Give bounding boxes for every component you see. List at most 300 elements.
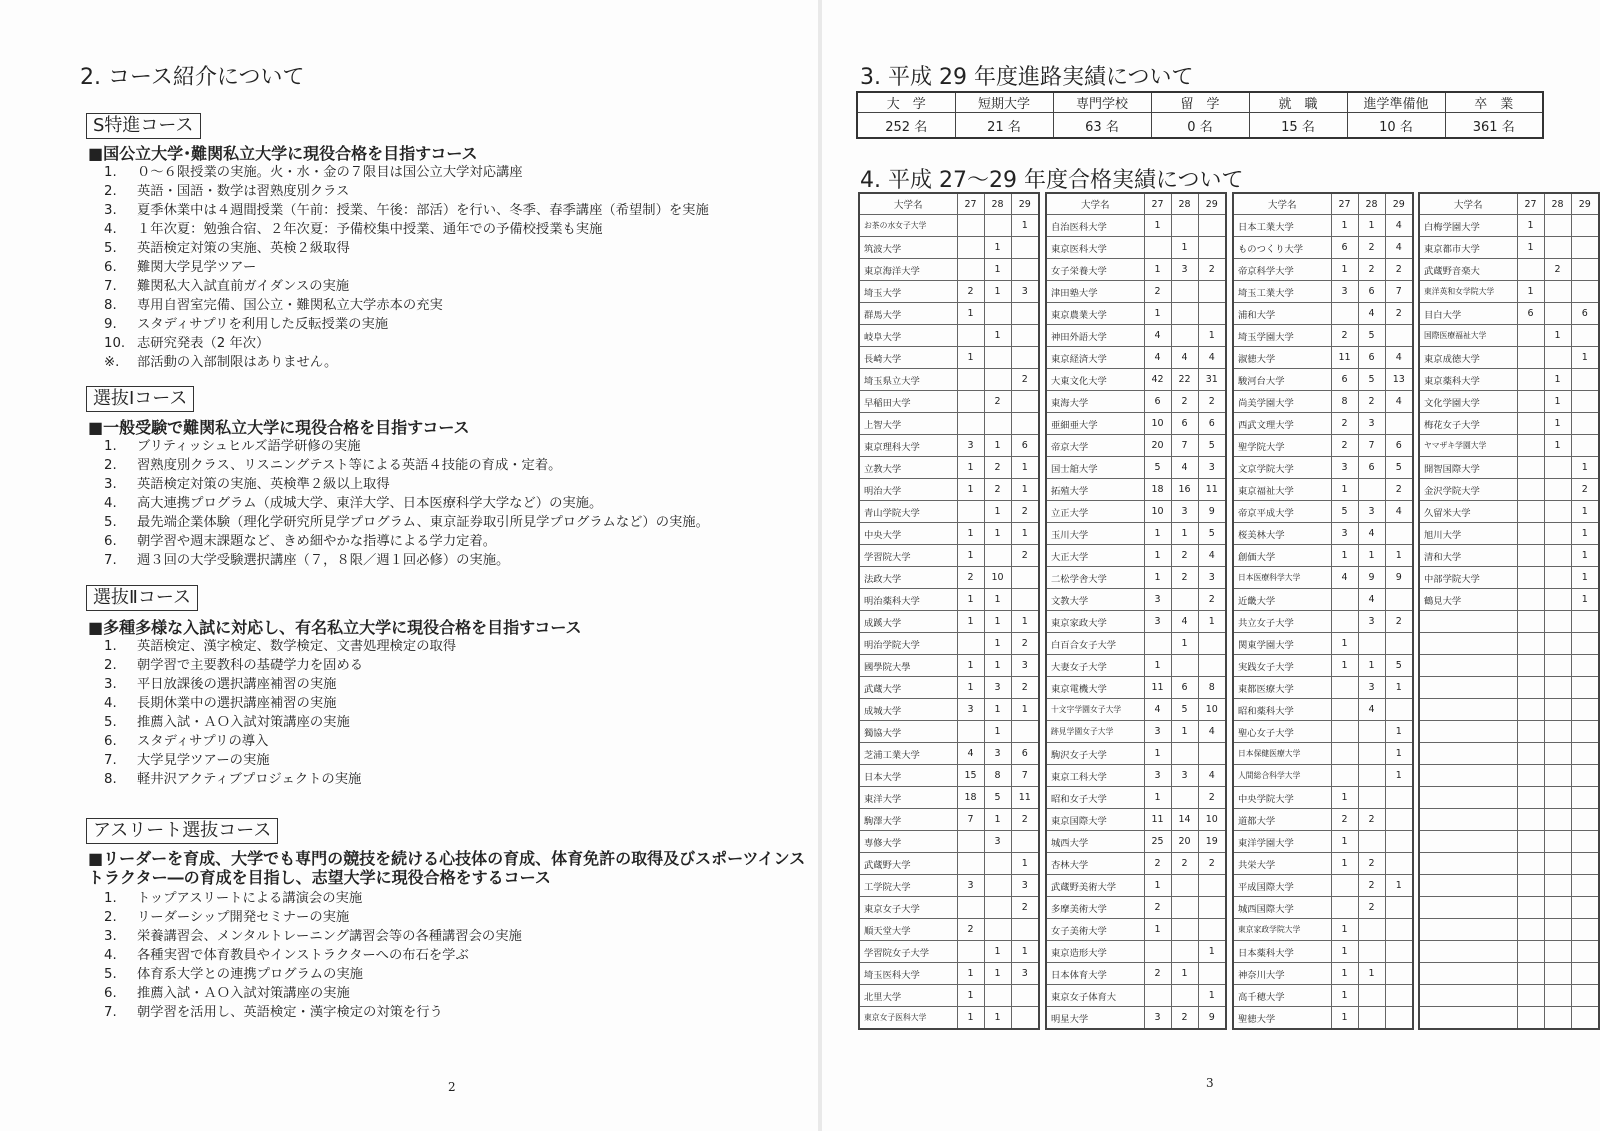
pass-count-cell: [1544, 479, 1571, 501]
pass-count-cell: [984, 875, 1011, 897]
table-row: [859, 655, 1039, 677]
university-name-cell: 中央大学: [859, 523, 957, 545]
table-row: [1233, 721, 1413, 743]
career-results-table: [856, 91, 1544, 139]
pass-count-cell: 2: [1011, 633, 1039, 655]
university-name-cell: 聖学院大学: [1233, 435, 1331, 457]
pass-count-cell: [1544, 985, 1571, 1007]
pass-count-cell: 31: [1198, 369, 1226, 391]
pass-count-cell: 1: [1144, 919, 1171, 941]
pass-count-cell: 4: [1358, 303, 1385, 325]
table-row: [1046, 567, 1226, 589]
course-item-number: 1.: [104, 439, 117, 454]
pass-count-cell: 10: [984, 567, 1011, 589]
university-name-cell: 国士舘大学: [1046, 457, 1144, 479]
pass-count-cell: 2: [1198, 787, 1226, 809]
course-item-text: 専用自習室完備、国公立・難関私立大学赤本の充実: [137, 298, 443, 313]
pass-count-cell: 11: [1144, 809, 1171, 831]
university-name-cell: 城西大学: [1046, 831, 1144, 853]
table-row: [1233, 391, 1413, 413]
pass-count-cell: 1: [1198, 941, 1226, 963]
course-item-text: スタディサプリを利用した反転授業の実施: [137, 317, 389, 332]
pass-count-cell: [957, 215, 984, 237]
pass-count-cell: 2: [1144, 897, 1171, 919]
university-name-cell: 十文字学園女子大学: [1046, 699, 1144, 721]
table-row: [1419, 919, 1599, 941]
pass-count-cell: [1544, 765, 1571, 787]
pass-table-header-cell: 27: [1144, 193, 1171, 215]
pass-count-cell: 2: [1544, 259, 1571, 281]
pass-count-cell: 3: [1171, 765, 1198, 787]
course-item-text: 高大連携プログラム（成城大学、東洋大学、日本医療科学大学など）の実施。: [137, 496, 603, 511]
course-item-text: 英語・国語・数学は習熟度別クラス: [137, 184, 350, 199]
pass-count-cell: [1544, 721, 1571, 743]
course-item-number: 7.: [104, 1005, 117, 1020]
pass-count-cell: [957, 237, 984, 259]
pass-count-cell: [1198, 919, 1226, 941]
university-name-cell: 國學院大學: [859, 655, 957, 677]
table-row: [859, 391, 1039, 413]
pass-count-cell: [1517, 655, 1544, 677]
course-items-s-tokushin: [104, 163, 709, 372]
university-name-cell: 浦和大学: [1233, 303, 1331, 325]
course-item: [104, 984, 522, 1003]
pass-count-cell: 1: [1571, 545, 1599, 567]
pass-count-cell: 2: [1011, 501, 1039, 523]
table-row: [1419, 391, 1599, 413]
university-name-cell: [1419, 743, 1517, 765]
table-row: [1046, 897, 1226, 919]
table-row: [1233, 567, 1413, 589]
pass-table-header-row: [1046, 193, 1226, 215]
pass-count-cell: 5: [1331, 501, 1358, 523]
course-item-number: 2.: [104, 658, 117, 673]
pass-table-header-cell: 29: [1385, 193, 1413, 215]
university-name-cell: 埼玉大学: [859, 281, 957, 303]
pass-count-cell: 1: [1571, 457, 1599, 479]
university-name-cell: 獨協大学: [859, 721, 957, 743]
table-row: [1419, 523, 1599, 545]
pass-count-cell: [1331, 699, 1358, 721]
pass-count-cell: [1571, 391, 1599, 413]
university-name-cell: 中央学院大学: [1233, 787, 1331, 809]
pass-count-cell: [1517, 765, 1544, 787]
table-row: [1046, 281, 1226, 303]
pass-count-cell: [1358, 1007, 1385, 1030]
pass-count-cell: [1011, 589, 1039, 611]
course-headline-senbatsu-1: ■一般受験で難関私立大学に現役合格を目指すコース: [88, 418, 470, 437]
pass-count-cell: 3: [1171, 259, 1198, 281]
course-item: [104, 163, 709, 182]
university-name-cell: 目白大学: [1419, 303, 1517, 325]
course-item-number: 5.: [104, 241, 117, 256]
university-name-cell: [1419, 655, 1517, 677]
pass-count-cell: 1: [984, 1007, 1011, 1030]
pass-table-header-cell: 27: [1331, 193, 1358, 215]
course-item-text: 難関大学見学ツアー: [137, 260, 257, 275]
course-item-text: リーダーシップ開発セミナーの実施: [137, 910, 350, 925]
table-row: [1419, 589, 1599, 611]
pass-count-cell: 1: [1544, 369, 1571, 391]
course-item-text: 推薦入試・ＡＯ入試対策講座の実施: [137, 715, 350, 730]
pass-count-cell: [1011, 831, 1039, 853]
table-row: [859, 567, 1039, 589]
course-item-number: 3.: [104, 477, 117, 492]
pass-count-cell: 1: [957, 303, 984, 325]
university-name-cell: [1419, 721, 1517, 743]
table-row: [1046, 369, 1226, 391]
university-name-cell: 共栄大学: [1233, 853, 1331, 875]
pass-count-cell: [1544, 457, 1571, 479]
pass-count-cell: 9: [1385, 567, 1413, 589]
table-row: [1046, 919, 1226, 941]
pass-count-cell: 1: [984, 633, 1011, 655]
pass-count-cell: 1: [957, 611, 984, 633]
table-row: [859, 831, 1039, 853]
pass-count-cell: [1385, 633, 1413, 655]
university-name-cell: 鶴見大学: [1419, 589, 1517, 611]
course-item-text: 英語検定対策の実施、英検２級取得: [137, 241, 350, 256]
career-header-cell: 短期大学: [955, 92, 1053, 113]
course-item-number: 8.: [104, 298, 117, 313]
course-item-number: 4.: [104, 496, 117, 511]
course-item-number: 6.: [104, 734, 117, 749]
university-name-cell: 東京農業大学: [1046, 303, 1144, 325]
pass-count-cell: 1: [984, 589, 1011, 611]
table-row: [1419, 1007, 1599, 1030]
course-item-number: 1.: [104, 891, 117, 906]
pass-count-cell: [1571, 259, 1599, 281]
university-name-cell: 東京女子医科大学: [859, 1007, 957, 1030]
pass-count-cell: 9: [1358, 567, 1385, 589]
pass-count-cell: [1571, 215, 1599, 237]
table-row: [1233, 809, 1413, 831]
pass-count-cell: [957, 369, 984, 391]
pass-count-cell: 6: [1011, 435, 1039, 457]
table-row: [1233, 523, 1413, 545]
university-name-cell: 女子美術大学: [1046, 919, 1144, 941]
pass-count-cell: 1: [1517, 281, 1544, 303]
pass-count-cell: [957, 721, 984, 743]
university-name-cell: 群馬大学: [859, 303, 957, 325]
university-name-cell: 学習院女子大学: [859, 941, 957, 963]
pass-count-cell: [1198, 743, 1226, 765]
career-header-cell: 大 学: [857, 92, 955, 113]
course-item-number: 6.: [104, 534, 117, 549]
course-item-number: 9.: [104, 317, 117, 332]
university-name-cell: ものつくり大学: [1233, 237, 1331, 259]
pass-count-cell: [1544, 545, 1571, 567]
pass-count-cell: 2: [1331, 325, 1358, 347]
pass-count-cell: 4: [1198, 765, 1226, 787]
pass-count-cell: 11: [1011, 787, 1039, 809]
pass-count-cell: 1: [1331, 963, 1358, 985]
table-row: [1046, 347, 1226, 369]
pass-count-cell: [1517, 677, 1544, 699]
pass-count-cell: [1571, 743, 1599, 765]
pass-count-cell: 4: [1385, 215, 1413, 237]
university-name-cell: 東京家政学院大学: [1233, 919, 1331, 941]
pass-count-cell: 1: [984, 237, 1011, 259]
pass-count-cell: [984, 985, 1011, 1007]
table-row: [1046, 457, 1226, 479]
university-name-cell: 旭川大学: [1419, 523, 1517, 545]
table-row: [1233, 787, 1413, 809]
table-row: [1233, 479, 1413, 501]
course-item-text: 大学見学ツアーの実施: [137, 753, 270, 768]
pass-count-cell: [1571, 941, 1599, 963]
pass-count-cell: [957, 831, 984, 853]
pass-count-cell: 9: [1198, 501, 1226, 523]
pass-count-cell: [1171, 919, 1198, 941]
pass-count-cell: [1544, 897, 1571, 919]
university-name-cell: 東京工科大学: [1046, 765, 1144, 787]
pass-count-cell: 8: [984, 765, 1011, 787]
pass-count-cell: [1358, 479, 1385, 501]
pass-count-cell: [1385, 699, 1413, 721]
university-name-cell: 順天堂大学: [859, 919, 957, 941]
course-item: [104, 751, 456, 770]
university-name-cell: 駒澤大学: [859, 809, 957, 831]
course-item: [104, 532, 709, 551]
table-row: [1419, 479, 1599, 501]
university-name-cell: 東京経済大学: [1046, 347, 1144, 369]
pass-count-cell: 1: [1331, 919, 1358, 941]
table-row: [1233, 655, 1413, 677]
pass-count-cell: [1517, 721, 1544, 743]
pass-count-cell: 2: [1385, 479, 1413, 501]
table-row: [1233, 963, 1413, 985]
university-name-cell: [1419, 985, 1517, 1007]
pass-count-cell: 19: [1198, 831, 1226, 853]
course-item-number: 6.: [104, 986, 117, 1001]
university-name-cell: 尚美学園大学: [1233, 391, 1331, 413]
pass-count-cell: 11: [1198, 479, 1226, 501]
pass-count-cell: [1171, 897, 1198, 919]
pass-count-cell: 3: [1171, 501, 1198, 523]
pass-count-cell: [1571, 413, 1599, 435]
pass-count-cell: 1: [1331, 787, 1358, 809]
course-item-number: 7.: [104, 753, 117, 768]
pass-count-cell: [1571, 677, 1599, 699]
pass-table-header-cell: 28: [1171, 193, 1198, 215]
university-name-cell: 埼玉医科大学: [859, 963, 957, 985]
pass-count-cell: 1: [1171, 633, 1198, 655]
pass-count-cell: 20: [1144, 435, 1171, 457]
table-row: [1233, 919, 1413, 941]
pass-table-header-cell: 27: [957, 193, 984, 215]
table-row: [859, 919, 1039, 941]
pass-count-cell: 3: [1331, 457, 1358, 479]
university-name-cell: 成蹊大学: [859, 611, 957, 633]
pass-count-cell: [1544, 853, 1571, 875]
pass-count-cell: 1: [957, 457, 984, 479]
pass-count-cell: 5: [1385, 655, 1413, 677]
table-row: [1046, 523, 1226, 545]
table-row: [1046, 391, 1226, 413]
pass-count-cell: 8: [1198, 677, 1226, 699]
pass-count-cell: 6: [1144, 391, 1171, 413]
table-row: [1233, 897, 1413, 919]
university-name-cell: 東京都市大学: [1419, 237, 1517, 259]
pass-count-cell: [984, 369, 1011, 391]
pass-count-cell: 2: [1385, 303, 1413, 325]
pass-count-cell: [957, 853, 984, 875]
pass-table-column-2: [1045, 192, 1227, 1030]
pass-count-cell: [1385, 941, 1413, 963]
table-row: [1046, 413, 1226, 435]
pass-count-cell: [1517, 875, 1544, 897]
pass-count-cell: 4: [1385, 391, 1413, 413]
university-name-cell: 法政大学: [859, 567, 957, 589]
pass-count-cell: 3: [984, 743, 1011, 765]
pass-count-cell: 3: [1358, 501, 1385, 523]
course-item-text: 推薦入試・ＡＯ入試対策講座の実施: [137, 986, 350, 1001]
pass-count-cell: [1385, 787, 1413, 809]
pass-count-cell: 1: [1544, 435, 1571, 457]
pass-count-cell: [984, 897, 1011, 919]
pass-count-cell: [1517, 523, 1544, 545]
pass-count-cell: 5: [1385, 457, 1413, 479]
pass-count-cell: [1385, 413, 1413, 435]
pass-count-cell: [1571, 963, 1599, 985]
table-row: [859, 589, 1039, 611]
pass-table-header-cell: 28: [984, 193, 1011, 215]
university-name-cell: 東京国際大学: [1046, 809, 1144, 831]
course-item-number: 4.: [104, 948, 117, 963]
pass-count-cell: [1171, 875, 1198, 897]
pass-count-cell: [1517, 985, 1544, 1007]
university-name-cell: 明治薬科大学: [859, 589, 957, 611]
course-item-text: 平日放課後の選択講座補習の実施: [137, 677, 337, 692]
university-name-cell: 清和大学: [1419, 545, 1517, 567]
university-name-cell: [1419, 677, 1517, 699]
pass-count-cell: 2: [1011, 369, 1039, 391]
pass-count-cell: 1: [1358, 215, 1385, 237]
course-item: [104, 946, 522, 965]
table-row: [1233, 325, 1413, 347]
course-item: [104, 475, 709, 494]
pass-table-column-3: [1232, 192, 1414, 1030]
pass-count-cell: 1: [1517, 237, 1544, 259]
pass-count-cell: [1517, 787, 1544, 809]
course-item: [104, 889, 522, 908]
university-name-cell: 明治大学: [859, 479, 957, 501]
pass-count-cell: [1544, 699, 1571, 721]
table-row: [859, 743, 1039, 765]
pass-count-cell: 1: [1198, 985, 1226, 1007]
table-row: [1046, 325, 1226, 347]
pass-count-cell: [1331, 875, 1358, 897]
table-row: [1233, 941, 1413, 963]
table-row: [859, 545, 1039, 567]
university-name-cell: 早稲田大学: [859, 391, 957, 413]
table-row: [1419, 985, 1599, 1007]
university-name-cell: 工学院大学: [859, 875, 957, 897]
table-row: [1419, 413, 1599, 435]
pass-count-cell: 1: [1171, 523, 1198, 545]
pass-count-cell: 1: [984, 501, 1011, 523]
course-item: [104, 239, 709, 258]
pass-count-cell: 1: [1385, 545, 1413, 567]
course-item-number: 3.: [104, 929, 117, 944]
pass-count-cell: 2: [957, 281, 984, 303]
pass-count-cell: 1: [1385, 721, 1413, 743]
pass-count-cell: 25: [1144, 831, 1171, 853]
pass-count-cell: [1385, 1007, 1413, 1030]
university-name-cell: 東京薬科大学: [1419, 369, 1517, 391]
table-row: [1233, 303, 1413, 325]
pass-count-cell: [984, 303, 1011, 325]
table-row: [1233, 457, 1413, 479]
pass-count-cell: [984, 347, 1011, 369]
pass-count-cell: 3: [957, 875, 984, 897]
pass-count-cell: 5: [1144, 457, 1171, 479]
table-row: [1046, 963, 1226, 985]
pass-count-cell: [1385, 919, 1413, 941]
pass-count-cell: 3: [1144, 765, 1171, 787]
university-name-cell: 東京理科大学: [859, 435, 957, 457]
pass-count-cell: 2: [1011, 677, 1039, 699]
university-name-cell: 白百合女子大学: [1046, 633, 1144, 655]
table-row: [1419, 721, 1599, 743]
university-name-cell: [1419, 765, 1517, 787]
pass-count-cell: 6: [1331, 237, 1358, 259]
table-row: [1046, 853, 1226, 875]
pass-count-cell: 4: [1385, 501, 1413, 523]
university-name-cell: 日本薬科大学: [1233, 941, 1331, 963]
page-number-right: 3: [1206, 1076, 1214, 1090]
pass-count-cell: [1198, 237, 1226, 259]
pass-count-cell: 1: [1331, 479, 1358, 501]
pass-table-header-cell: 大学名: [1233, 193, 1331, 215]
pass-count-cell: [957, 391, 984, 413]
course-headline-senbatsu-2: ■多種多様な入試に対応し、有名私立大学に現役合格を目指すコース: [88, 618, 582, 637]
pass-count-cell: [1517, 809, 1544, 831]
pass-count-cell: 5: [1358, 325, 1385, 347]
pass-count-cell: 4: [1358, 699, 1385, 721]
pass-count-cell: 4: [1171, 611, 1198, 633]
pass-count-cell: 3: [957, 435, 984, 457]
pass-count-cell: 11: [1331, 347, 1358, 369]
pass-count-cell: [1011, 1007, 1039, 1030]
table-row: [1233, 413, 1413, 435]
pass-count-cell: 2: [957, 919, 984, 941]
pass-count-cell: 10: [1144, 413, 1171, 435]
table-row: [1233, 633, 1413, 655]
university-name-cell: 大東文化大学: [1046, 369, 1144, 391]
pass-count-cell: [1011, 237, 1039, 259]
pass-count-cell: [1517, 369, 1544, 391]
course-item: [104, 258, 709, 277]
pass-count-cell: 1: [984, 259, 1011, 281]
pass-count-cell: [1544, 787, 1571, 809]
course-item: [104, 637, 456, 656]
course-item: [104, 675, 456, 694]
pass-count-cell: 2: [1358, 875, 1385, 897]
university-name-cell: 東海大学: [1046, 391, 1144, 413]
pass-count-cell: [1385, 523, 1413, 545]
pass-count-cell: [1331, 765, 1358, 787]
pass-count-cell: [1517, 259, 1544, 281]
pass-count-cell: 1: [1385, 765, 1413, 787]
pass-count-cell: 1: [1011, 479, 1039, 501]
pass-count-cell: 2: [1011, 545, 1039, 567]
pass-count-cell: [957, 897, 984, 919]
university-name-cell: 駿河台大学: [1233, 369, 1331, 391]
table-row: [1233, 281, 1413, 303]
table-row: [1419, 633, 1599, 655]
